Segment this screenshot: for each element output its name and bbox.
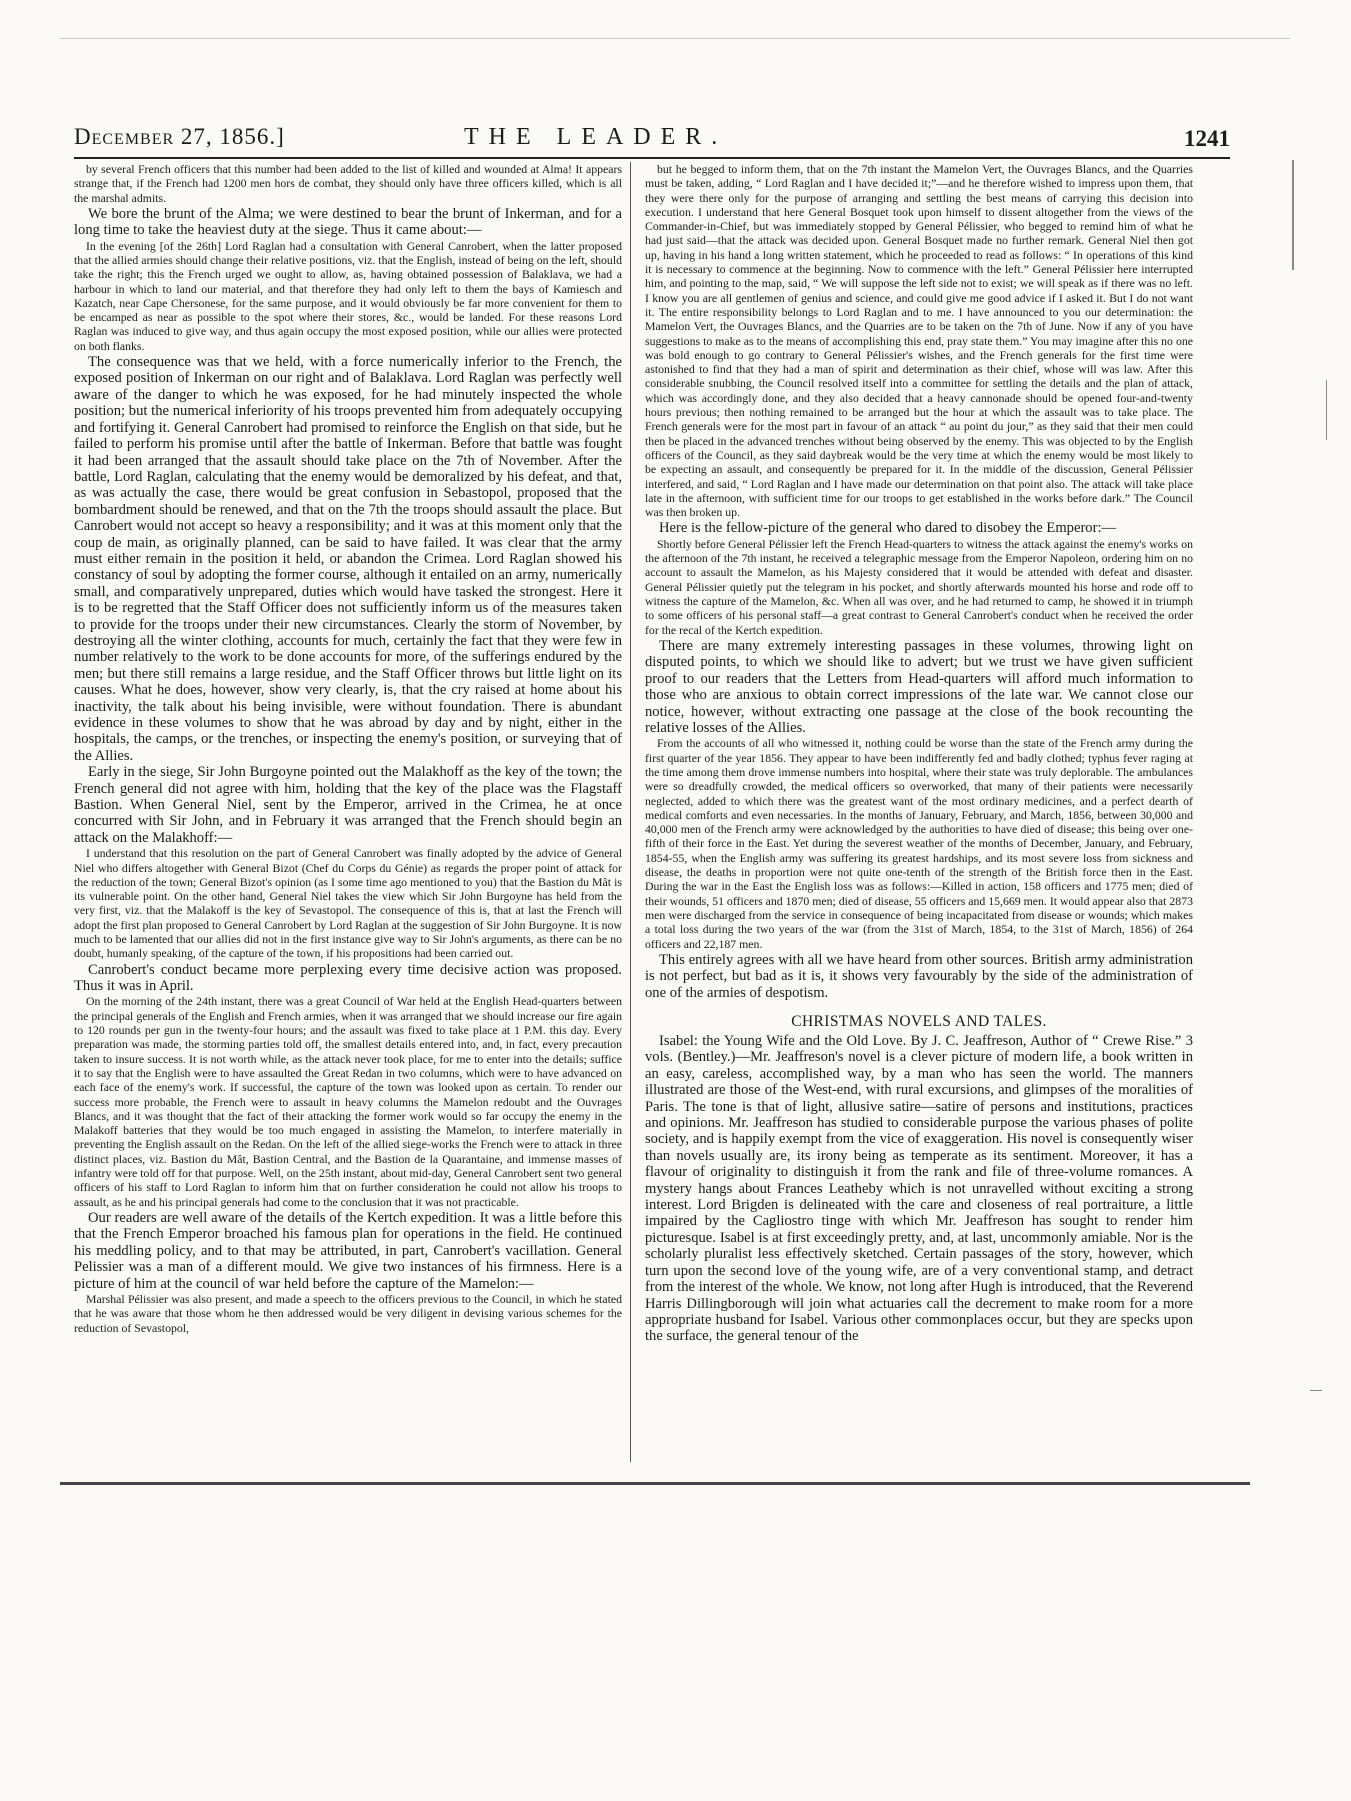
quoted-extract: In the evening [of the 26th] Lord Raglan had a consultation with General Canrobert, when the latter proposed that the allied armies should change their relative positions, viz. that the English, instead of being on the left, should take the right; this the French urged we ought to allow, as, having obtained possession of Balaklava, we had a harbour in which to land our material, and that therefore they had only left to them the bays of Kamiesch and Kazatch, near Cape Chersonese, for the same purpose, and it would obviously be far more convenient for them to be encamped as near as possible to the spot where their stores, &c., would be landed. For these reasons Lord Raglan was induced to give way, and thus again occupy the most exposed position, while our allies were protected on both flanks. (74, 238, 622, 353)
quoted-extract: From the accounts of all who witnessed it, nothing could be worse than the state of the French army during the first quarter of the year 1856. They appear to have been indifferently fed and badly clothed; typhus fever raging at the time among them drove immense numbers into hospital, where their state was truly deplorable. The ambulances were so dreadfully crowded, the medical officers so overworked, that many of their patients were necessarily neglected, added to which there was the greatest want of the most ordinary medicines, and a perfect dearth of medical comforts and even necessaries. In the months of January, February, and March, 1856, between 30,000 and 40,000 men of the French army were acknowledged by the authorities to have died of disease; this being over one-fifth of their force in the East. Yet during the severest weather of the months of December, January, and February, 1854-55, when the English army was suffering its greatest hardships, and its most severe loss from sickness and disease, the deaths in proportion were not quite one-tenth of the strength of the British force then in the East. During the war in the East the English loss was as follows:—Killed in action, 158 officers and 1775 men; died of their wounds, 51 officers and 1870 men; died of disease, 55 officers and 15,669 men. It would appear also that 2873 men were discharged from the service in consequence of being incapacitated from disease or wounds; which makes a total loss during the two years of the war (from the 31st of March, 1854, to the 31st of March, 1856) of 264 officers and 22,187 men. (645, 736, 1193, 951)
quoted-extract: by several French officers that this number had been added to the list of killed and wounded at Alma! It appears strange that, if the French had 1200 men hors de combat, they should only have three officers killed, which is all the marshal admits. (74, 162, 622, 205)
body-paragraph: Here is the fellow-picture of the general who dared to disobey the Emperor:— (659, 520, 1117, 537)
body-paragraph: Canrobert's conduct became more perplexing every time decisive action was proposed. Thus it was in April. (74, 961, 622, 995)
body-paragraph: Isabel: the Young Wife and the Old Love. By J. C. Jeaffreson, Author of “ Crewe Rise.” 3 vols. (Bentley.)—Mr. Jeaffreson's novel is a clever picture of modern life, a book written in an easy, careless, accomplished way, by a man who has seen the world. The manners illustrated are those of the West-end, with rural excursions, and glimpses of the moralities of Paris. The tone is that of light, allusive satire—satire of persons and institutions, practices and opinions. Mr. Jeaffreson has studied to considerable purpose the various phases of polite society, and is happily exempt from the vice of exaggeration. His novel is consequently wiser than novels usually are, its irony being as temperate as its sentiment. Moreover, it has a flavour of originality to distinguish it from the rank and file of three-volume romances. A mystery hangs about Frances Leatheby which is not unravelled without exciting a strong interest. Lord Brigden is delineated with the care and closeness of real portraiture, a little impaired by the Cagliostro tinge with which Mr. Jeaffreson has sought to render him picturesque. Isabel is at first exceedingly pretty, and, at last, uncommonly amiable. Nor is the scholarly pluralist less effectively sketched. Certain passages of the story, however, which turn upon the second love of the young wife, are of a very conventional stamp, and detract from the interest of the whole. We know, not long after Hugh is introduced, that the Reverend Harris Dillingborough will join what actuaries call the decrement to make room for a more appropriate husband for Isabel. Various other commonplaces occur, but they are specks upon the surface, the general tenour of the (645, 1033, 1193, 1345)
quoted-extract: but he begged to inform them, that on the 7th instant the Mamelon Vert, the Ouvrages Blancs, and the Quarries must be taken, adding, “ Lord Raglan and I have decided it;”—and he therefore wished to impress upon them, that they were there only for the purpose of arranging and settling the best means of carrying this decision into execution. I understand that here General Bosquet took upon himself to dissent altogether from the views of the Commander-in-Chief, but was immediately stopped by General Pélissier, who begged to remind him of what he had just said—that the attack was decided upon. General Bosquet made no further remark. General Niel then got up, having in his hand a long written statement, which he proceeded to read as follows: “ In operations of this kind it is necessary to commence at the beginning. Now to commence with the left.” General Pélissier here interrupted him, and pointing to the map, said, “ We will suppose the left side not to exist; we will speak as if there was no left. I know you are all gentlemen of genius and science, and could give me good advice if I asked it. But I do not want it. The entire responsibility belongs to Lord Raglan and to me. I have announced to you our determination: the Mamelon Vert, the Ouvrages Blancs, and the Quarries are to be taken on the 7th of June. Now if any of you have suggestions to make as to the means of accomplishing this end, pray state them.” You may imagine after this no one was bold enough to go contrary to General Pélissier's wishes, and the French generals for the first time were astonished to find that they had a man of spirit and determination as their chief, whose will was law. After this considerable snubbing, the Council resolved itself into a committee for settling the details and the plan of attack, which was accordingly done, and they also decided that a heavy cannonade should be opened four-and-twenty hours previous; then nothing remained to be arranged but the hour at which the assault was to take place. The French generals were for the most part in favour of an attack “ au point du jour,” as they said that their men could then be placed in the advanced trenches without being observed by the enemy. This was objected to by the English officers of the Council, as they said daybreak would be the very time at which the enemy would be most likely to be expecting an assault, and consequently be prepared for it. In the middle of the discussion, General Pélissier interfered, and said, “ Lord Raglan and I have made our determination on that point also. The attack will take place late in the afternoon, with sufficient time for our troops to get established in the works before dark.” The Council was then broken up. (645, 162, 1193, 520)
body-paragraph: This entirely agrees with all we have heard from other sources. British army administration is not perfect, but bad as it is, it shows very favourably by the side of the administration of one of the armies of despotism. (645, 951, 1193, 1001)
page-header (74, 124, 1230, 156)
body-paragraph: There are many extremely interesting passages in these volumes, throwing light on disputed points, to which we should like to advert; but we trust we have given sufficient proof to our readers that the Letters from Head-quarters will afford much information to those who are anxious to obtain correct impressions of the late war. We cannot close our notice, however, without extracting one passage at the close of the book recounting the relative losses of the Allies. (645, 637, 1193, 736)
quoted-extract: Marshal Pélissier was also present, and made a speech to the officers previous to the Council, in which he stated that he was aware that those whom he then addressed would be very diligent in devising various schemes for the reduction of Sevastopol, (74, 1291, 622, 1335)
body-paragraph: Our readers are well aware of the details of the Kertch expedition. It was a little before this that the French Emperor broached his famous plan for operations in the field. He continued his meddling policy, and to that may be attributed, in part, Canrobert's vacillation. General Pelissier was a man of a different mould. We give two instances of his firmness. Here is a picture of him at the council of war held before the capture of the Mamelon:— (74, 1209, 622, 1292)
header-date: December 27, 1856.] (74, 124, 285, 149)
quoted-extract: On the morning of the 24th instant, there was a great Council of War held at the English Head-quarters between the principal generals of the English and French armies, when it was arranged that we should increase our fire again to 120 rounds per gun in the twenty-four hours; and the assault was fixed to take place at 1 P.M. this day. Every preparation was made, the storming parties told off, the smallest details entered into, and, in fact, every precaution taken to insure success. It is not worth while, as the attack never took place, for me to enter into the details; suffice it to say that the English were to have assaulted the Great Redan in two columns, which were to have advanced on each face of the enemy's work. If successful, the capture of the town was looked upon as certain. To render our success more probable, the French were to assault in heavy columns the Mamelon redoubt and the Ouvrages Blancs, and it was thought that the fact of their attacking the former work would so far occupy the enemy in the Malakoff batteries that they would be too much engaged in assisting the Mamelon, to interfere materially in preventing the English assault on the Redan. On the left of the allied siege-works the French were to attack in three distinct places, viz. Bastion du Mât, Bastion Central, and the Bastion de la Quarantaine, and immense masses of infantry were told off for that purpose. Well, on the 25th instant, about mid-day, General Canrobert sent two general officers of his staff to Lord Raglan to inform him that on further consideration he could not allow his troops to assault, as he and his principal generals had come to the conclusion that it was not practicable. (74, 994, 622, 1209)
section-heading: CHRISTMAS NOVELS AND TALES. (791, 1013, 1047, 1031)
left-column (74, 162, 622, 1462)
quoted-extract: Shortly before General Pélissier left the French Head-quarters to witness the attack against the enemy's works on the afternoon of the 7th instant, he received a telegraphic message from the Emperor Napoleon, ordering him on no account to assault the Mamelon, as his Majesty considered that it would be attended with defeat and disaster. General Pélissier quietly put the telegram in his pocket, and shortly afterwards mounted his horse and rode off to witness the capture of the Mamelon, &c. When all was over, and he had returned to camp, he showed it in triumph to some officers of his personal staff—a great contrast to General Canrobert's conduct when he received the order for the recal of the Kertch expedition. (645, 536, 1193, 637)
body-paragraph: Early in the siege, Sir John Burgoyne pointed out the Malakhoff as the key of the town; the French general did not agree with him, holding that the key of the place was the Flagstaff Bastion. When General Niel, sent by the Emperor, arrived in the Crimea, he at once concurred with Sir John, and in February it was arranged that the French should begin an attack on the Malakhoff:— (74, 764, 622, 846)
header-rule (74, 157, 1230, 159)
top-edge-line (60, 38, 1290, 39)
quoted-extract: I understand that this resolution on the part of General Canrobert was finally adopted by the advice of General Niel who differs altogether with General Bizot (Chef du Corps du Génie) as regards the proper point of attack for the reduction of the town; General Bizot's opinion (as I some time ago mentioned to you) that the Bastion du Mât is its vulnerable point. On the other hand, General Niel takes the view which Sir John Burgoyne has held from the very first, viz. that the Malakoff is the key of Sevastopol. The consequence of this is, that at last the French will adopt the first plan proposed to General Canrobert by Lord Raglan at the suggestion of Sir John Burgoyne. It is now much to be lamented that our allies did not in the first instance give way to Sir John's arguments, as there can be no doubt, humanly speaking, of the capture of the town, if his propositions had been carried out. (74, 846, 622, 961)
margin-mark (1310, 1390, 1322, 1391)
margin-mark (1292, 160, 1294, 270)
margin-mark (1326, 380, 1327, 440)
body-paragraph: The consequence was that we held, with a force numerically inferior to the French, the exposed position of Inkerman on our right and of Balaklava. Lord Raglan was perfectly well aware of the danger to which he was exposed, for he had minutely inspected the whole position; but the numerical inferiority of his troops prevented him from adequately occupying and fortifying it. General Canrobert had promised to reinforce the English on that side, but he failed to perform his promise until after the battle of Inkerman. Before that battle was fought it had been arranged that the assault should take place on the 7th of November. After the battle, Lord Raglan, calculating that the enemy would be demoralized by his defeat, and that, as was actually the case, there would be great confusion in Sebastopol, proposed that the bombardment should be renewed, and that on the 7th the troops should assault the place. But Canrobert would not accept so heavy a responsibility; and it was at this moment only that the coup de main, as originally planned, can be said to have failed. It was clear that the army must either remain in the position it held, or abandon the Crimea. Lord Raglan showed his constancy of soul by adopting the former course, although it entailed on an army, numerically small, and comparatively unprepared, duties which would have tasked the strongest. Here it is to be regretted that the Staff Officer does not sufficiently inform us of the measures taken to provide for the troops under their new circumstances. Clearly the storm of November, by destroying all the winter clothing, accounts for much, certainly the fact that they were few in number relatively to the work to be done accounts for more, of the sufferings endured by the men; but there still remains a large residue, and the Staff Officer throws but little light on its causes. What he does, however, show very clearly, is, that the cry raised at home about his inactivity, the talk about his being invisible, were without foundation. There is abundant evidence in these volumes to show that he was abroad by day and by night, either in the hospitals, the camps, or the trenches, or inspecting the enemy's position, or surveying that of the Allies. (74, 354, 622, 764)
bottom-edge-line (60, 1482, 1250, 1485)
header-title: THE LEADER. (464, 124, 728, 150)
column-divider (630, 162, 631, 1462)
right-column (645, 162, 1193, 1462)
body-paragraph: We bore the brunt of the Alma; we were destined to bear the brunt of Inkerman, and for a long time to take the heaviest duty at the siege. Thus it came about:— (74, 205, 622, 239)
page-number: 1241 (1184, 126, 1230, 151)
